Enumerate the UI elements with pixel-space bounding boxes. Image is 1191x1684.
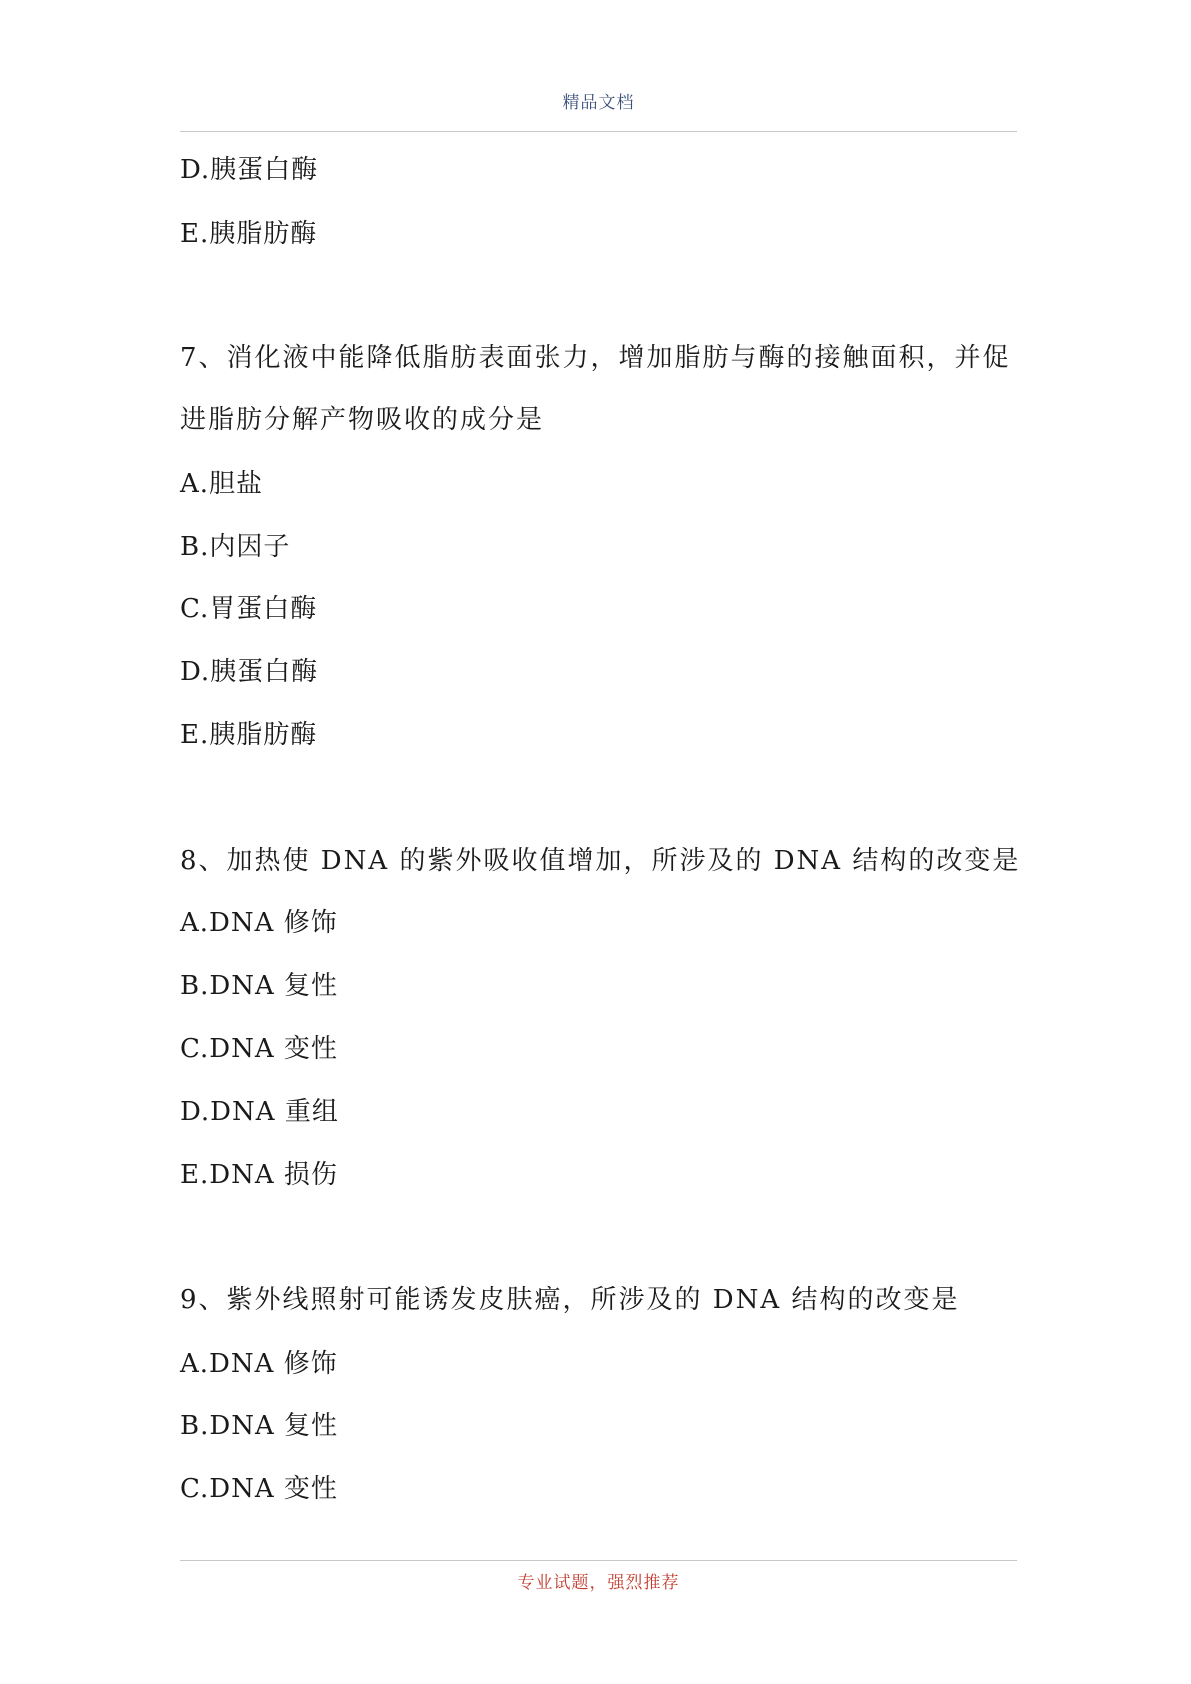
option-e: E.胰脂肪酶: [180, 219, 318, 249]
question-7-option-c: C.胃蛋白酶: [180, 594, 318, 624]
question-7-stem-line-1: 7、消化液中能降低脂肪表面张力，增加脂肪与酶的接触面积，并促: [180, 343, 1011, 373]
question-9-option-b: B.DNA 复性: [180, 1411, 339, 1441]
question-7-option-d: D.胰蛋白酶: [180, 657, 319, 687]
question-8-option-a: A.DNA 修饰: [180, 908, 338, 938]
header-divider: [180, 131, 1017, 132]
question-9-option-a: A.DNA 修饰: [180, 1349, 338, 1379]
question-7-option-e: E.胰脂肪酶: [180, 720, 318, 750]
page-header: 精品文档: [562, 93, 635, 113]
question-7-option-a: A.胆盐: [180, 469, 264, 499]
question-7-option-b: B.内因子: [180, 532, 291, 562]
question-8-option-b: B.DNA 复性: [180, 971, 339, 1001]
question-9-stem: 9、紫外线照射可能诱发皮肤癌，所涉及的 DNA 结构的改变是: [180, 1285, 960, 1315]
question-8-option-e: E.DNA 损伤: [180, 1160, 338, 1190]
option-d: D.胰蛋白酶: [180, 155, 319, 185]
footer-divider: [180, 1560, 1017, 1561]
question-8-stem: 8、加热使 DNA 的紫外吸收值增加，所涉及的 DNA 结构的改变是: [180, 846, 1021, 876]
question-9-option-c: C.DNA 变性: [180, 1474, 338, 1504]
page-footer: 专业试题，强烈推荐: [517, 1573, 680, 1593]
question-7-stem-line-2: 进脂肪分解产物吸收的成分是: [180, 405, 545, 435]
question-8-option-d: D.DNA 重组: [180, 1097, 339, 1127]
question-8-option-c: C.DNA 变性: [180, 1034, 338, 1064]
